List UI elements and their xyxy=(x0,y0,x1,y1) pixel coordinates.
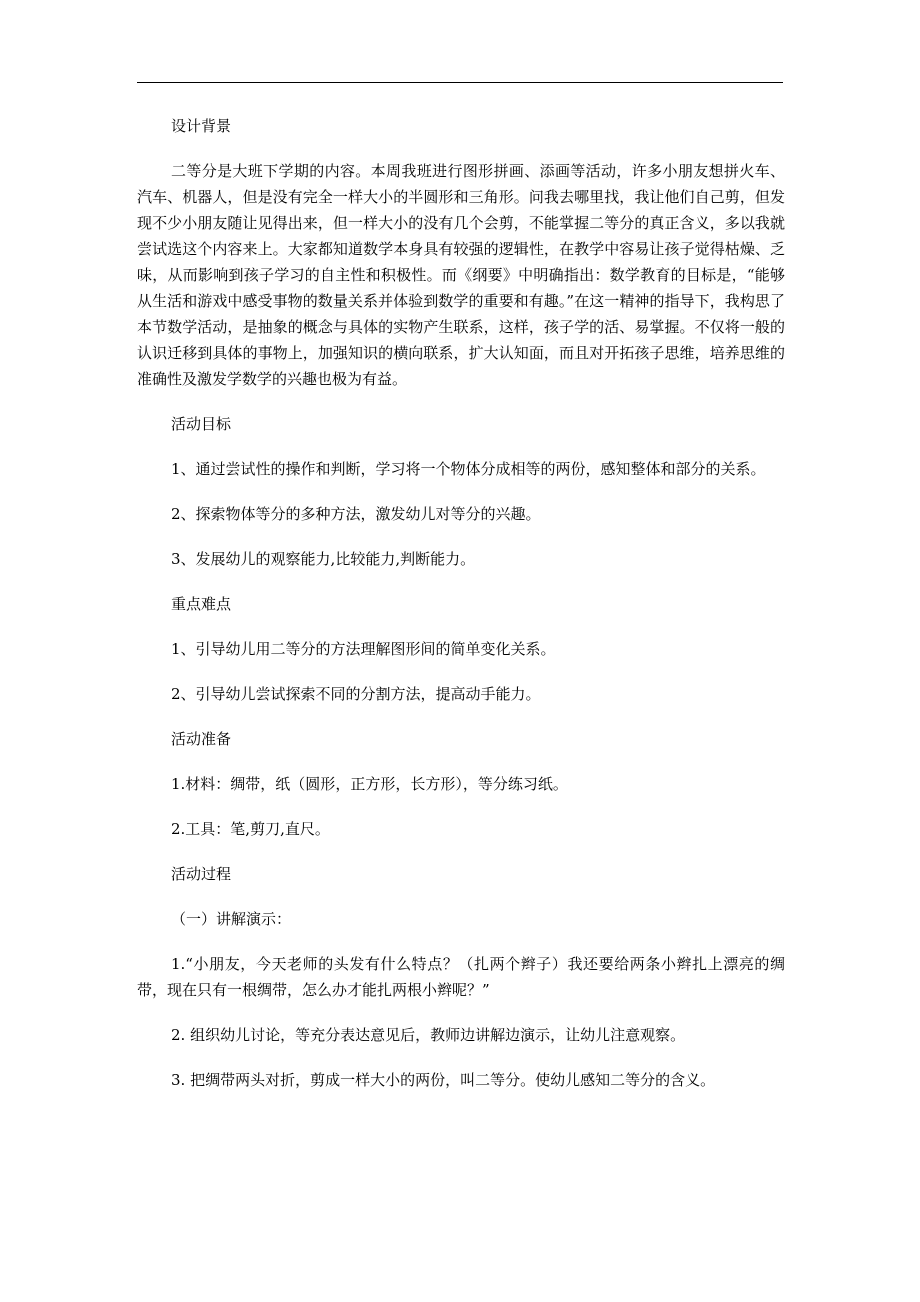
goal-item: 3、发展幼儿的观察能力,比较能力,判断能力。 xyxy=(171,550,476,568)
header-rule xyxy=(137,82,783,83)
process-step: 3. 把绸带两头对折，剪成一样大小的两份，叫二等分。使幼儿感知二等分的含义。 xyxy=(171,1071,716,1089)
process-step: 2. 组织幼儿讨论，等充分表达意见后，教师边讲解边演示，让幼儿注意观察。 xyxy=(171,1026,686,1044)
section-heading-background: 设计背景 xyxy=(171,117,232,135)
preparation-item: 2.工具：笔,剪刀,直尺。 xyxy=(171,820,330,838)
process-subheading: （一）讲解演示： xyxy=(171,910,292,928)
document-body xyxy=(137,113,785,1112)
section-heading-goals: 活动目标 xyxy=(171,415,232,433)
difficulty-item: 1、引导幼儿用二等分的方法理解图形间的简单变化关系。 xyxy=(171,640,556,658)
background-paragraph: 二等分是大班下学期的内容。本周我班进行图形拼画、添画等活动，许多小朋友想拼火车、汽车、机器人，但是没有完全一样大小的半圆形和三角形。问我去哪里找，我让他们自己剪，但发现不少小朋友随让见得出来，但一样大小的没有几个会剪，不能掌握二等分的真正含义，多以我就尝试选这个内容来上。大家都知道数学本身具有较强的逻辑性，在教学中容易让孩子觉得枯燥、乏味，从而影响到孩子学习的自主性和积极性。而《纲要》中明确指出：数学教育的目标是，“能够从生活和游戏中感受事物的数量关系并体验到数学的重要和有趣。”在这一精神的指导下，我构思了本节数学活动，是抽象的概念与具体的实物产生联系，这样，孩子学的活、易掌握。不仅将一般的认识迁移到具体的事物上，加强知识的横向联系，扩大认知面，而且对开拓孩子思维，培养思维的准确性及激发学数学的兴趣也极为有益。 xyxy=(137,162,785,388)
section-heading-process: 活动过程 xyxy=(171,865,232,883)
section-heading-preparation: 活动准备 xyxy=(171,730,232,748)
difficulty-item: 2、引导幼儿尝试探索不同的分割方法，提高动手能力。 xyxy=(171,685,541,703)
process-step: 1.“小朋友，今天老师的头发有什么特点？（扎两个辫子）我还要给两条小辫扎上漂亮的绸带，现在只有一根绸带，怎么办才能扎两根小辫呢？” xyxy=(137,955,785,999)
section-heading-difficulties: 重点难点 xyxy=(171,595,232,613)
goal-item: 2、探索物体等分的多种方法，激发幼儿对等分的兴趣。 xyxy=(171,505,541,523)
goal-item: 1、通过尝试性的操作和判断，学习将一个物体分成相等的两份，感知整体和部分的关系。 xyxy=(171,460,766,478)
preparation-item: 1.材料：绸带，纸（圆形，正方形，长方形），等分练习纸。 xyxy=(171,775,568,793)
